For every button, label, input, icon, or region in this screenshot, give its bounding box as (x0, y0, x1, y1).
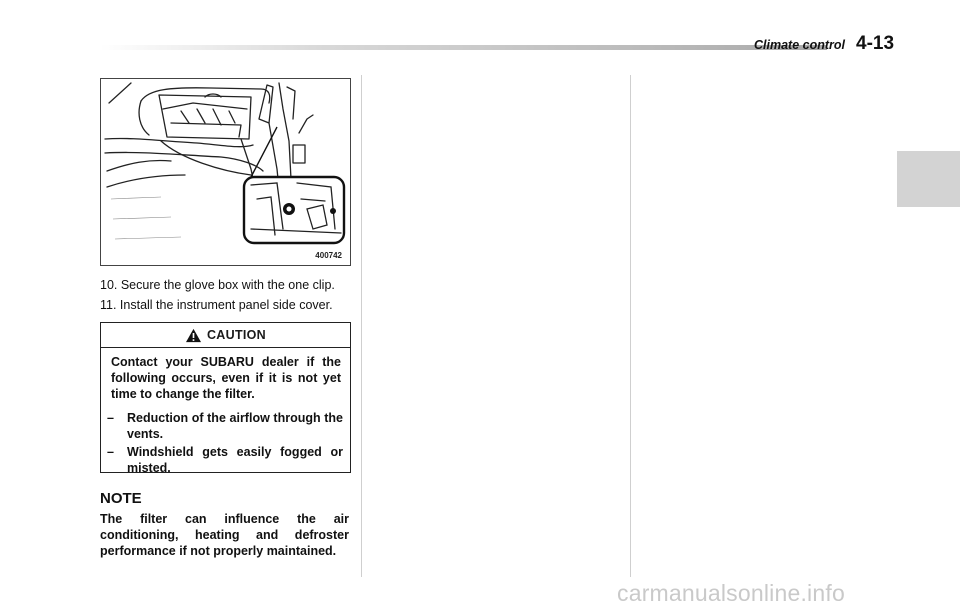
bullet-dash: – (107, 411, 114, 425)
step-11: 11. Install the instrument panel side cover. (100, 298, 333, 312)
caution-bullet (107, 444, 343, 476)
step-10: 10. Secure the glove box with the one clip. (100, 278, 335, 292)
page-number: 4-13 (856, 33, 895, 54)
caution-box (100, 346, 351, 473)
caution-text: Contact your SUBARU dealer if the following occurs, even if it is not yet time to change the filter. (111, 355, 341, 401)
glove-box-clip-illustration (101, 79, 350, 265)
chapter-side-tab (897, 151, 960, 207)
caution-header (100, 322, 351, 348)
bullet-dash: – (107, 445, 114, 459)
bullet-text: Reduction of the airflow through the vents. (127, 411, 343, 441)
note-text: The filter can influence the air conditioning, heating and defroster performance if not properly maintained. (100, 512, 349, 558)
caution-bullet (107, 410, 343, 442)
watermark: carmanualsonline.info (617, 580, 845, 606)
bullet-text: Windshield gets easily fogged or misted. (127, 445, 343, 475)
caution-heading: CAUTION (206, 328, 267, 342)
figure-glove-box (100, 78, 351, 266)
column-divider-left (361, 75, 362, 577)
note-heading: NOTE (100, 490, 142, 507)
header-rule (100, 45, 827, 50)
warning-triangle-icon (185, 328, 202, 343)
column-divider-right (630, 75, 631, 577)
section-title: Climate control (754, 38, 845, 52)
figure-id: 400742 (315, 251, 342, 260)
